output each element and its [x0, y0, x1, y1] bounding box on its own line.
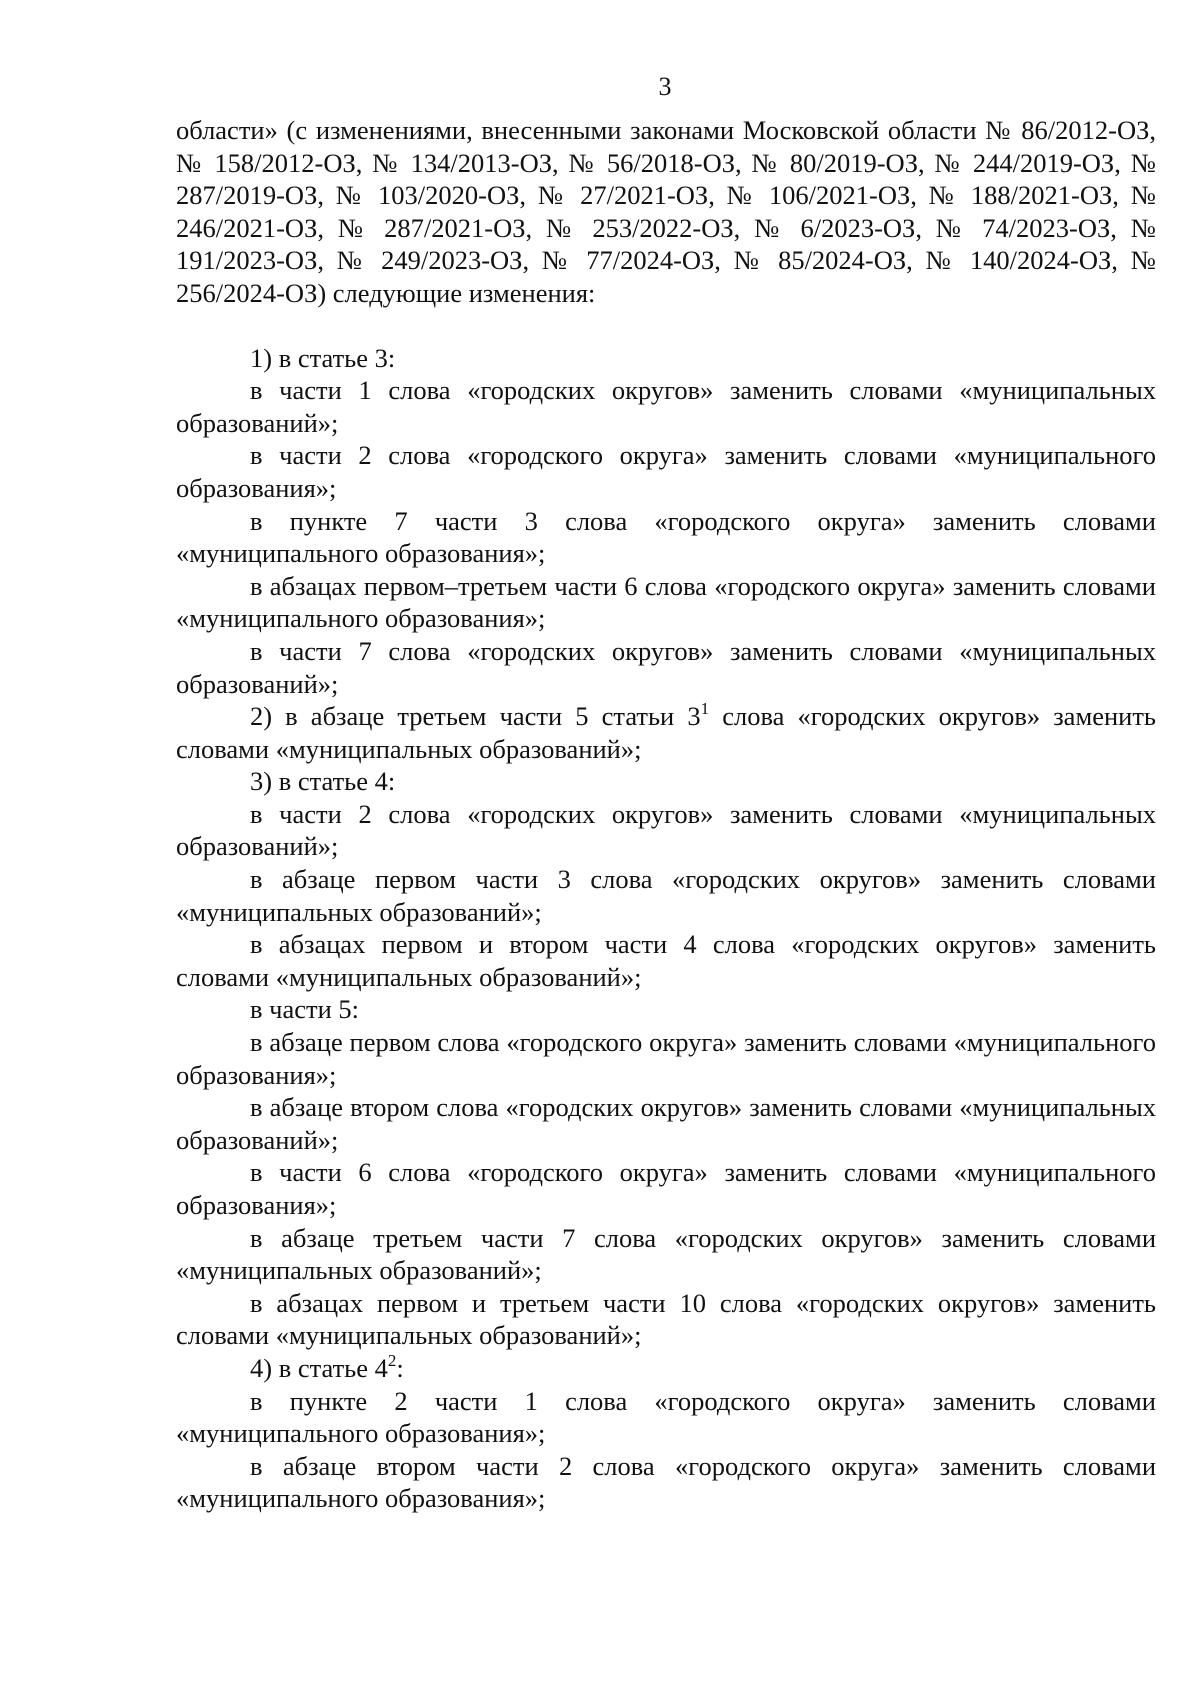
paragraph: в части 2 слова «городских округов» заменить словами «муниципальных образований»; — [176, 798, 1156, 862]
paragraph: в части 6 слова «городского округа» заменить словами «муниципального образования»; — [176, 1157, 1156, 1220]
text-after-superscript: слова «городских округов» заменить словами «муниципальных образований»; — [176, 701, 1156, 764]
superscript: 1 — [700, 699, 710, 719]
paragraph-intro: области» (с изменениями, внесенными законами Московской области № 86/2012-ОЗ, № 158/2012-ОЗ, № 134/2013-ОЗ, № 56/2018-ОЗ, № 80/2019-ОЗ, № 244/2019-ОЗ, № 287/2019-ОЗ, № 103/2020-ОЗ, № 27/2021-ОЗ, № 106/2021-ОЗ, № 188/2021-ОЗ, № 246/2021-ОЗ, № 287/2021-ОЗ, № 253/2022-ОЗ, № 6/2023-ОЗ, № 74/2023-ОЗ, № 191/2023-ОЗ, № 249/2023-ОЗ, № 77/2024-ОЗ, № 85/2024-ОЗ, № 140/2024-ОЗ, № 256/2024-ОЗ) следующие изменения: — [176, 115, 1156, 308]
paragraph: в пункте 7 части 3 слова «городского округа» заменить словами «муниципального образования»; — [176, 505, 1156, 569]
item-1-heading: 1) в статье 3: — [250, 342, 396, 373]
item-2-paragraph — [176, 700, 1156, 765]
paragraph: в абзаце первом слова «городского округа» заменить словами «муниципального образования»; — [176, 1027, 1156, 1090]
document-body — [176, 114, 1156, 1515]
text-before-superscript: 4) в статье 4 — [250, 1352, 388, 1383]
paragraph: в части 2 слова «городского округа» заменить словами «муниципального образования»; — [176, 440, 1156, 503]
paragraph: в части 5: — [250, 994, 359, 1025]
page-number: 3 — [658, 72, 672, 101]
paragraph: в пункте 2 части 1 слова «городского округа» заменить словами «муниципального образования»; — [176, 1385, 1156, 1449]
paragraph: в абзаце первом части 3 слова «городских округов» заменить словами «муниципальных образований»; — [176, 864, 1156, 927]
paragraph: в абзаце втором слова «городских округов» заменить словами «муниципальных образований»; — [176, 1092, 1156, 1155]
text-after-superscript: : — [396, 1352, 404, 1383]
paragraph: в абзацах первом и третьем части 10 слова «городских округов» заменить словами «муниципальных образований»; — [176, 1287, 1156, 1351]
paragraph: в абзаце втором части 2 слова «городского округа» заменить словами «муниципального образования»; — [176, 1450, 1156, 1514]
superscript: 2 — [387, 1350, 397, 1370]
item-4-heading — [176, 1352, 1156, 1385]
paragraph: в абзацах первом и втором части 4 слова «городских округов» заменить словами «муниципальных образований»; — [176, 929, 1156, 992]
paragraph: в части 7 слова «городских округов» заменить словами «муниципальных образований»; — [176, 635, 1156, 699]
paragraph: в части 1 слова «городских округов» заменить словами «муниципальных образований»; — [176, 375, 1156, 438]
item-3-heading: 3) в статье 4: — [250, 766, 396, 797]
paragraph: в абзаце третьем части 7 слова «городских округов» заменить словами «муниципальных образований»; — [176, 1222, 1156, 1286]
text-before-superscript: 2) в абзаце третьем части 5 статьи 3 — [250, 701, 701, 732]
paragraph: в абзацах первом–третьем части 6 слова «городского округа» заменить словами «муниципального образования»; — [176, 570, 1156, 634]
